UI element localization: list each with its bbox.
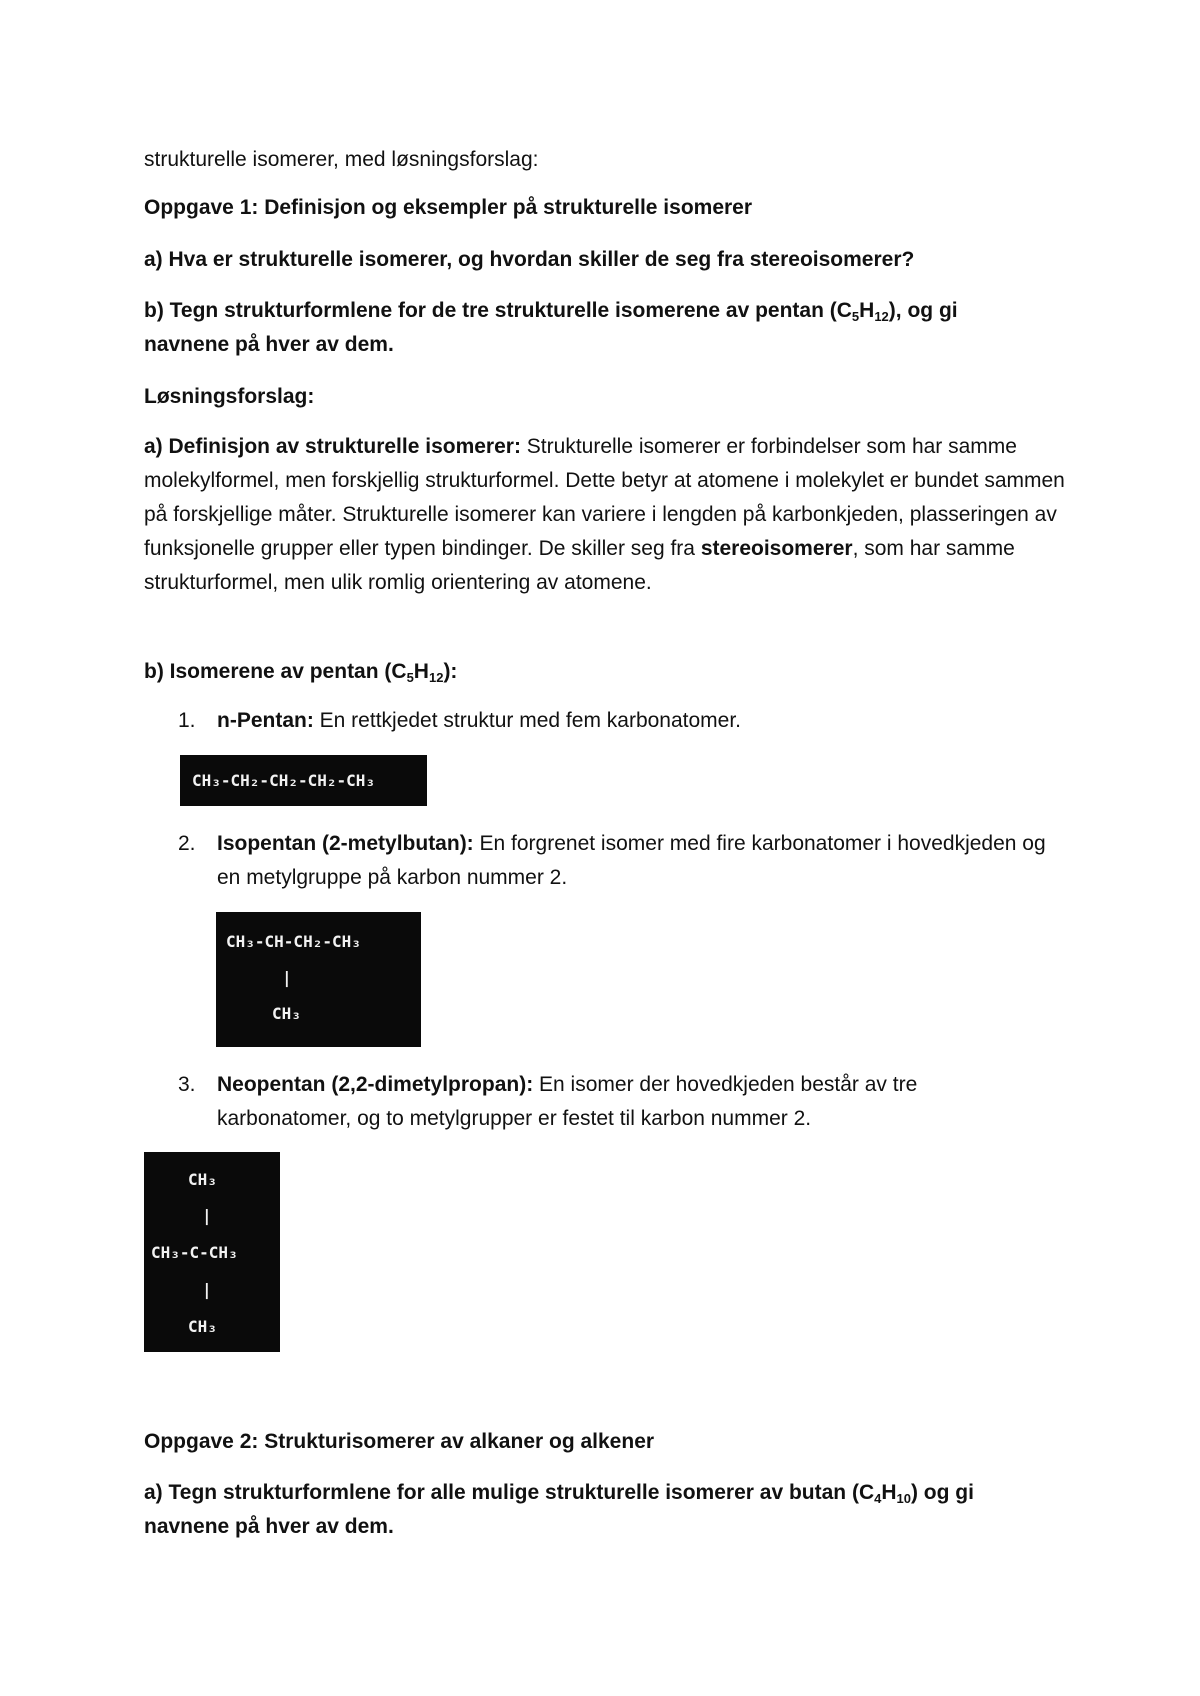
- list-number: 1.: [178, 709, 196, 732]
- formula-bond: |: [202, 1206, 212, 1225]
- task1-question-b-line2: navnene på hver av dem.: [144, 333, 394, 356]
- isomer-description: n-Pentan: En rettkjedet struktur med fem karbonatomer.: [217, 709, 742, 732]
- task1-question-a: a) Hva er strukturelle isomerer, og hvordan skiller de seg fra stereoisomerer?: [144, 248, 915, 271]
- intro-text: strukturelle isomerer, med løsningsforslag:: [144, 148, 539, 171]
- isomer-description: Neopentan (2,2-dimetylpropan): En isomer der hovedkjeden består av tre karbonatomer, og to metylgrupper er festet til karbon nummer 2.: [217, 1073, 918, 1130]
- list-number: 3.: [178, 1073, 196, 1096]
- formula-line: CH₃-CH-CH₂-CH₃: [226, 932, 361, 951]
- task1-question-b: b) Tegn strukturformlene for de tre strukturelle isomerene av pentan $(C_5H_{12})$, og gi: [144, 299, 958, 324]
- task2-question-a: a) Tegn strukturformlene for alle mulige strukturelle isomerer av butan $(C_4H_{10})$ og gi: [144, 1481, 974, 1506]
- formula-line: CH₃: [188, 1317, 217, 1336]
- formula-bond: |: [202, 1280, 212, 1299]
- list-number: 2.: [178, 832, 196, 855]
- task1-title: Oppgave 1: Definisjon og eksempler på strukturelle isomerer: [144, 196, 753, 219]
- solution-a-paragraph: a) Definisjon av strukturelle isomerer: Strukturelle isomerer er forbindelser som har samme molekylformel, men forskjellig strukturformel. Dette betyr at atomene i molekylet er bundet sammen på forskjellige måter. Strukturelle isomerer kan variere i lengden på karbonkjeden, plasseringen av funksjonelle grupper eller typen bindinger. De skiller seg fra stereoisomerer, som har samme strukturformel, men ulik romlig orientering av atomene.: [144, 435, 1065, 594]
- task2-title: Oppgave 2: Strukturisomerer av alkaner og alkener: [144, 1430, 655, 1453]
- structural-formula-image: [216, 912, 421, 1047]
- structural-formula-image: [180, 755, 427, 806]
- formula-line: CH₃: [188, 1170, 217, 1189]
- formula-line: CH₃-CH₂-CH₂-CH₂-CH₃: [192, 771, 376, 790]
- solution-heading: Løsningsforslag:: [144, 385, 315, 408]
- formula-line: CH₃-C-CH₃: [151, 1243, 238, 1262]
- solution-b-heading: b) Isomerene av pentan $(C_5H_{12})$:: [144, 660, 458, 685]
- formula-line: CH₃: [272, 1004, 301, 1023]
- isomer-description: Isopentan (2-metylbutan): En forgrenet isomer med fire karbonatomer i hovedkjeden og en metylgruppe på karbon nummer 2.: [217, 832, 1046, 889]
- formula-bond: |: [282, 968, 292, 987]
- structural-formula-image: [144, 1152, 280, 1352]
- task2-question-a-line2: navnene på hver av dem.: [144, 1515, 394, 1538]
